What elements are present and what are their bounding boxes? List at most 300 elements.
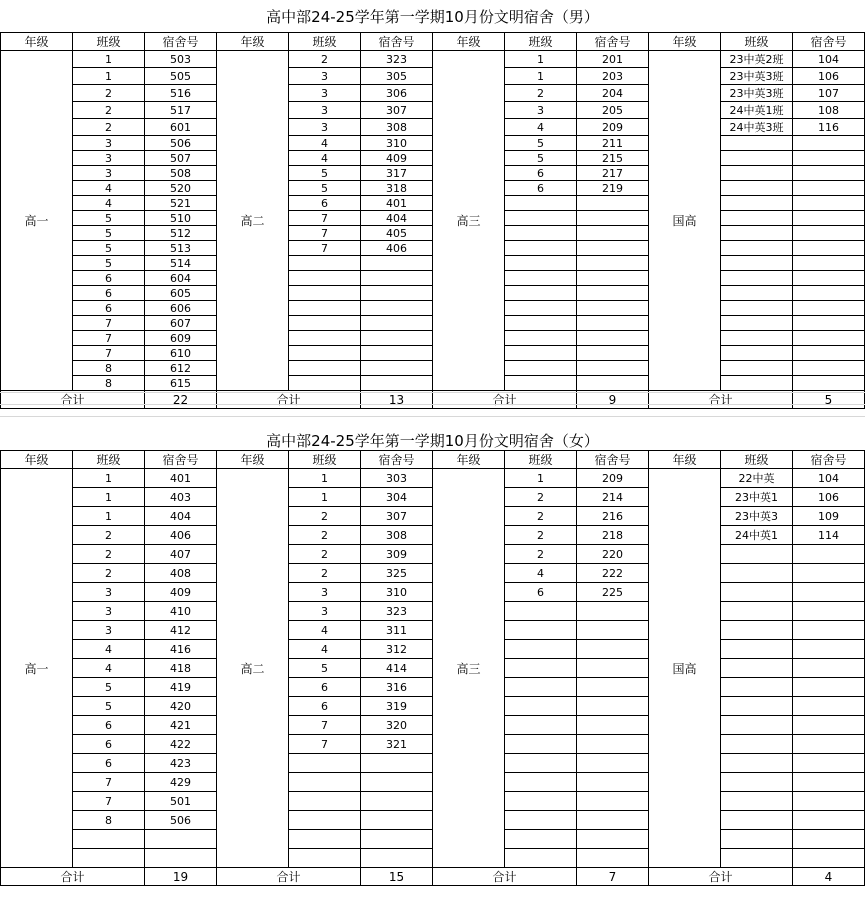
header-class: 班级	[721, 451, 793, 469]
dorm-cell	[793, 271, 865, 286]
dorm-cell: 307	[361, 507, 433, 526]
grade-cell: 国高	[649, 469, 721, 868]
dorm-cell: 604	[145, 271, 217, 286]
dorm-cell: 321	[361, 735, 433, 754]
dorm-cell: 104	[793, 51, 865, 68]
grade-cell: 高三	[433, 51, 505, 391]
dorm-cell	[577, 640, 649, 659]
dorm-cell	[793, 792, 865, 811]
class-cell	[289, 792, 361, 811]
dorm-cell: 108	[793, 102, 865, 119]
class-cell: 4	[505, 119, 577, 136]
class-cell: 8	[73, 361, 145, 376]
class-cell	[721, 678, 793, 697]
class-cell: 4	[289, 136, 361, 151]
header-dorm: 宿舍号	[145, 451, 217, 469]
dorm-cell: 609	[145, 331, 217, 346]
dorm-cell	[361, 830, 433, 849]
dorm-cell	[793, 545, 865, 564]
dorm-cell: 106	[793, 488, 865, 507]
dorm-cell	[793, 849, 865, 868]
dorm-cell: 420	[145, 697, 217, 716]
total-label: 合计	[649, 868, 793, 886]
table-title-male: 高中部24-25学年第一学期10月份文明宿舍（男）	[266, 8, 599, 26]
dorm-cell: 406	[361, 241, 433, 256]
header-grade: 年级	[433, 33, 505, 51]
class-cell: 7	[73, 331, 145, 346]
dorm-cell: 513	[145, 241, 217, 256]
class-cell	[721, 792, 793, 811]
class-cell: 1	[505, 68, 577, 85]
header-dorm: 宿舍号	[793, 451, 865, 469]
class-cell: 6	[73, 735, 145, 754]
grid-line	[0, 392, 865, 393]
class-cell: 5	[73, 241, 145, 256]
class-cell: 1	[73, 469, 145, 488]
dorm-cell	[793, 621, 865, 640]
dorm-cell: 205	[577, 102, 649, 119]
class-cell	[721, 331, 793, 346]
class-cell: 2	[505, 545, 577, 564]
dorm-cell	[577, 301, 649, 316]
class-cell: 2	[289, 564, 361, 583]
class-cell	[73, 849, 145, 868]
total-label: 合计	[1, 391, 145, 409]
class-cell: 5	[73, 697, 145, 716]
dorm-cell	[793, 697, 865, 716]
class-cell	[505, 811, 577, 830]
class-cell: 3	[505, 102, 577, 119]
dorm-cell	[793, 301, 865, 316]
dorm-cell	[793, 226, 865, 241]
class-cell	[289, 361, 361, 376]
dorm-cell	[361, 301, 433, 316]
header-dorm: 宿舍号	[145, 33, 217, 51]
table-row	[1, 51, 865, 68]
class-cell: 3	[289, 583, 361, 602]
header-grade: 年级	[433, 451, 505, 469]
dorm-cell: 520	[145, 181, 217, 196]
grid-line	[0, 416, 865, 417]
dorm-cell	[577, 697, 649, 716]
dorm-cell	[793, 346, 865, 361]
class-cell	[721, 166, 793, 181]
dorm-cell	[361, 316, 433, 331]
dorm-cell: 305	[361, 68, 433, 85]
dorm-cell: 306	[361, 85, 433, 102]
dorm-cell: 114	[793, 526, 865, 545]
class-cell: 3	[289, 119, 361, 136]
class-cell: 6	[505, 583, 577, 602]
grade-cell: 高二	[217, 469, 289, 868]
dorm-cell	[361, 331, 433, 346]
class-cell	[721, 773, 793, 792]
header-grade: 年级	[217, 33, 289, 51]
dorm-cell	[793, 376, 865, 391]
dorm-cell: 217	[577, 166, 649, 181]
dorm-cell: 220	[577, 545, 649, 564]
dorm-cell: 201	[577, 51, 649, 68]
class-cell	[505, 621, 577, 640]
dorm-cell: 605	[145, 286, 217, 301]
class-cell	[721, 735, 793, 754]
class-cell	[721, 564, 793, 583]
dorm-cell	[793, 602, 865, 621]
class-cell	[721, 659, 793, 678]
class-cell	[505, 697, 577, 716]
dorm-cell: 606	[145, 301, 217, 316]
dorm-cell	[793, 331, 865, 346]
dorm-cell: 222	[577, 564, 649, 583]
class-cell: 6	[73, 716, 145, 735]
dorm-cell: 412	[145, 621, 217, 640]
class-cell	[505, 792, 577, 811]
dorm-cell: 607	[145, 316, 217, 331]
dorm-cell	[577, 811, 649, 830]
dorm-cell: 218	[577, 526, 649, 545]
dorm-cell	[577, 346, 649, 361]
class-cell	[505, 226, 577, 241]
class-cell	[289, 256, 361, 271]
dorm-cell	[361, 256, 433, 271]
total-label: 合计	[433, 391, 577, 409]
dorm-cell	[577, 678, 649, 697]
class-cell: 6	[505, 181, 577, 196]
dorm-cell	[577, 361, 649, 376]
total-row	[1, 391, 865, 409]
dorm-cell: 216	[577, 507, 649, 526]
dorm-cell: 419	[145, 678, 217, 697]
dorm-cell	[577, 271, 649, 286]
header-class: 班级	[505, 33, 577, 51]
class-cell	[505, 773, 577, 792]
class-cell: 3	[73, 151, 145, 166]
dorm-cell: 203	[577, 68, 649, 85]
class-cell	[505, 376, 577, 391]
class-cell	[721, 151, 793, 166]
dorm-cell: 319	[361, 697, 433, 716]
dorm-cell: 615	[145, 376, 217, 391]
class-cell	[721, 181, 793, 196]
header-class: 班级	[505, 451, 577, 469]
total-label: 合计	[1, 868, 145, 886]
dorm-cell: 506	[145, 811, 217, 830]
class-cell	[721, 697, 793, 716]
dorm-cell: 106	[793, 68, 865, 85]
header-row	[1, 33, 865, 51]
dorm-cell: 116	[793, 119, 865, 136]
dorm-cell: 508	[145, 166, 217, 181]
dorm-cell	[793, 830, 865, 849]
class-cell	[721, 286, 793, 301]
dorm-cell: 418	[145, 659, 217, 678]
class-cell	[721, 602, 793, 621]
dorm-cell: 308	[361, 526, 433, 545]
class-cell: 3	[73, 136, 145, 151]
class-cell: 1	[73, 488, 145, 507]
dorm-cell: 422	[145, 735, 217, 754]
class-cell	[289, 811, 361, 830]
class-cell	[289, 849, 361, 868]
dorm-cell	[793, 564, 865, 583]
header-class: 班级	[73, 451, 145, 469]
dorm-cell	[793, 583, 865, 602]
class-cell: 24中英1班	[721, 102, 793, 119]
class-cell	[289, 271, 361, 286]
dorm-cell: 514	[145, 256, 217, 271]
class-cell	[505, 361, 577, 376]
class-cell	[721, 376, 793, 391]
total-value: 15	[361, 868, 433, 886]
dorm-cell: 516	[145, 85, 217, 102]
class-cell: 4	[289, 640, 361, 659]
class-cell	[505, 271, 577, 286]
dorm-cell: 612	[145, 361, 217, 376]
dorm-cell: 310	[361, 583, 433, 602]
class-cell: 2	[73, 526, 145, 545]
dorm-cell: 406	[145, 526, 217, 545]
class-cell: 1	[73, 507, 145, 526]
dorm-cell: 429	[145, 773, 217, 792]
dorm-cell: 317	[361, 166, 433, 181]
dorm-cell	[577, 621, 649, 640]
class-cell: 5	[505, 151, 577, 166]
class-cell: 4	[289, 151, 361, 166]
dorm-cell	[577, 331, 649, 346]
class-cell	[721, 830, 793, 849]
grid-line	[0, 404, 865, 405]
dorm-cell	[145, 830, 217, 849]
dorm-cell	[361, 811, 433, 830]
dorm-cell: 610	[145, 346, 217, 361]
total-value: 4	[793, 868, 865, 886]
dorm-cell	[793, 211, 865, 226]
table-female	[0, 450, 865, 886]
dorm-cell	[577, 773, 649, 792]
class-cell	[505, 830, 577, 849]
dorm-cell	[793, 286, 865, 301]
dorm-cell: 325	[361, 564, 433, 583]
dorm-cell	[577, 376, 649, 391]
class-cell: 7	[289, 211, 361, 226]
dorm-cell	[361, 849, 433, 868]
header-dorm: 宿舍号	[793, 33, 865, 51]
header-class: 班级	[289, 33, 361, 51]
total-label: 合计	[217, 868, 361, 886]
class-cell	[289, 773, 361, 792]
class-cell: 2	[289, 526, 361, 545]
class-cell: 3	[73, 621, 145, 640]
dorm-cell	[577, 792, 649, 811]
dorm-cell: 209	[577, 469, 649, 488]
dorm-cell: 409	[361, 151, 433, 166]
dorm-cell	[793, 166, 865, 181]
class-cell: 3	[289, 68, 361, 85]
total-label: 合计	[217, 391, 361, 409]
class-cell: 3	[73, 602, 145, 621]
class-cell: 4	[73, 196, 145, 211]
class-cell	[505, 640, 577, 659]
total-value: 5	[793, 391, 865, 409]
header-grade: 年级	[649, 451, 721, 469]
dorm-cell	[361, 376, 433, 391]
class-cell: 1	[505, 469, 577, 488]
dorm-cell	[577, 316, 649, 331]
dorm-cell	[577, 241, 649, 256]
class-cell	[721, 271, 793, 286]
dorm-cell	[793, 241, 865, 256]
total-value: 9	[577, 391, 649, 409]
dorm-cell: 414	[361, 659, 433, 678]
total-label: 合计	[433, 868, 577, 886]
class-cell	[721, 196, 793, 211]
class-cell	[73, 830, 145, 849]
class-cell	[721, 640, 793, 659]
class-cell: 2	[505, 507, 577, 526]
grade-cell: 国高	[649, 51, 721, 391]
class-cell: 6	[73, 754, 145, 773]
class-cell: 6	[289, 678, 361, 697]
class-cell	[505, 716, 577, 735]
dorm-cell	[145, 849, 217, 868]
dorm-cell	[361, 271, 433, 286]
total-value: 22	[145, 391, 217, 409]
class-cell: 7	[289, 735, 361, 754]
class-cell	[721, 211, 793, 226]
class-cell	[505, 286, 577, 301]
dorm-cell	[793, 361, 865, 376]
class-cell: 5	[289, 166, 361, 181]
class-cell: 5	[289, 181, 361, 196]
header-dorm: 宿舍号	[577, 33, 649, 51]
total-value: 13	[361, 391, 433, 409]
class-cell: 23中英3班	[721, 68, 793, 85]
dorm-cell: 408	[145, 564, 217, 583]
class-cell	[289, 376, 361, 391]
dorm-cell	[361, 773, 433, 792]
dorm-cell: 318	[361, 181, 433, 196]
dorm-cell: 409	[145, 583, 217, 602]
dorm-cell	[793, 754, 865, 773]
class-cell	[721, 716, 793, 735]
dorm-cell: 323	[361, 602, 433, 621]
dorm-cell: 505	[145, 68, 217, 85]
class-cell: 6	[289, 697, 361, 716]
dorm-cell	[793, 773, 865, 792]
total-label: 合计	[649, 391, 793, 409]
dorm-cell	[577, 716, 649, 735]
dorm-cell	[793, 136, 865, 151]
dorm-cell: 312	[361, 640, 433, 659]
class-cell: 24中英3班	[721, 119, 793, 136]
class-cell	[505, 211, 577, 226]
dorm-cell: 304	[361, 488, 433, 507]
class-cell: 2	[73, 545, 145, 564]
class-cell	[505, 256, 577, 271]
dorm-cell: 225	[577, 583, 649, 602]
dorm-cell: 214	[577, 488, 649, 507]
dorm-cell	[793, 181, 865, 196]
dorm-cell: 416	[145, 640, 217, 659]
class-cell: 6	[73, 286, 145, 301]
dorm-cell	[577, 735, 649, 754]
header-dorm: 宿舍号	[577, 451, 649, 469]
class-cell: 2	[505, 85, 577, 102]
dorm-cell: 320	[361, 716, 433, 735]
class-cell	[721, 301, 793, 316]
dorm-cell: 506	[145, 136, 217, 151]
class-cell: 23中英3	[721, 507, 793, 526]
class-cell: 3	[73, 166, 145, 181]
dorm-cell: 423	[145, 754, 217, 773]
dorm-cell	[577, 602, 649, 621]
dorm-cell: 403	[145, 488, 217, 507]
dorm-cell: 323	[361, 51, 433, 68]
dorm-cell	[793, 316, 865, 331]
class-cell: 2	[73, 564, 145, 583]
dorm-cell: 209	[577, 119, 649, 136]
header-class: 班级	[73, 33, 145, 51]
class-cell	[505, 754, 577, 773]
dorm-cell	[793, 659, 865, 678]
class-cell: 4	[505, 564, 577, 583]
header-dorm: 宿舍号	[361, 33, 433, 51]
class-cell	[721, 583, 793, 602]
dorm-cell	[793, 735, 865, 754]
class-cell: 8	[73, 811, 145, 830]
dorm-cell: 215	[577, 151, 649, 166]
class-cell: 2	[73, 102, 145, 119]
class-cell: 23中英1	[721, 488, 793, 507]
class-cell	[721, 226, 793, 241]
class-cell	[721, 361, 793, 376]
dorm-cell	[361, 286, 433, 301]
dorm-cell: 507	[145, 151, 217, 166]
header-grade: 年级	[649, 33, 721, 51]
dorm-cell	[793, 811, 865, 830]
table-row	[1, 469, 865, 488]
dorm-cell: 303	[361, 469, 433, 488]
class-cell	[505, 331, 577, 346]
dorm-cell: 109	[793, 507, 865, 526]
class-cell: 2	[505, 526, 577, 545]
class-cell: 22中英	[721, 469, 793, 488]
class-cell: 7	[289, 241, 361, 256]
class-cell	[505, 196, 577, 211]
dorm-cell	[577, 659, 649, 678]
dorm-cell	[577, 830, 649, 849]
class-cell	[289, 286, 361, 301]
class-cell	[505, 602, 577, 621]
dorm-cell	[361, 754, 433, 773]
class-cell: 1	[73, 51, 145, 68]
class-cell: 5	[289, 659, 361, 678]
class-cell: 6	[289, 196, 361, 211]
class-cell: 6	[505, 166, 577, 181]
dorm-cell: 521	[145, 196, 217, 211]
class-cell: 8	[73, 376, 145, 391]
class-cell	[289, 346, 361, 361]
class-cell	[721, 256, 793, 271]
grade-cell: 高一	[1, 469, 73, 868]
total-row	[1, 868, 865, 886]
class-cell: 6	[73, 301, 145, 316]
class-cell	[289, 316, 361, 331]
class-cell: 23中英3班	[721, 85, 793, 102]
class-cell	[289, 754, 361, 773]
dorm-cell	[577, 849, 649, 868]
class-cell	[505, 678, 577, 697]
